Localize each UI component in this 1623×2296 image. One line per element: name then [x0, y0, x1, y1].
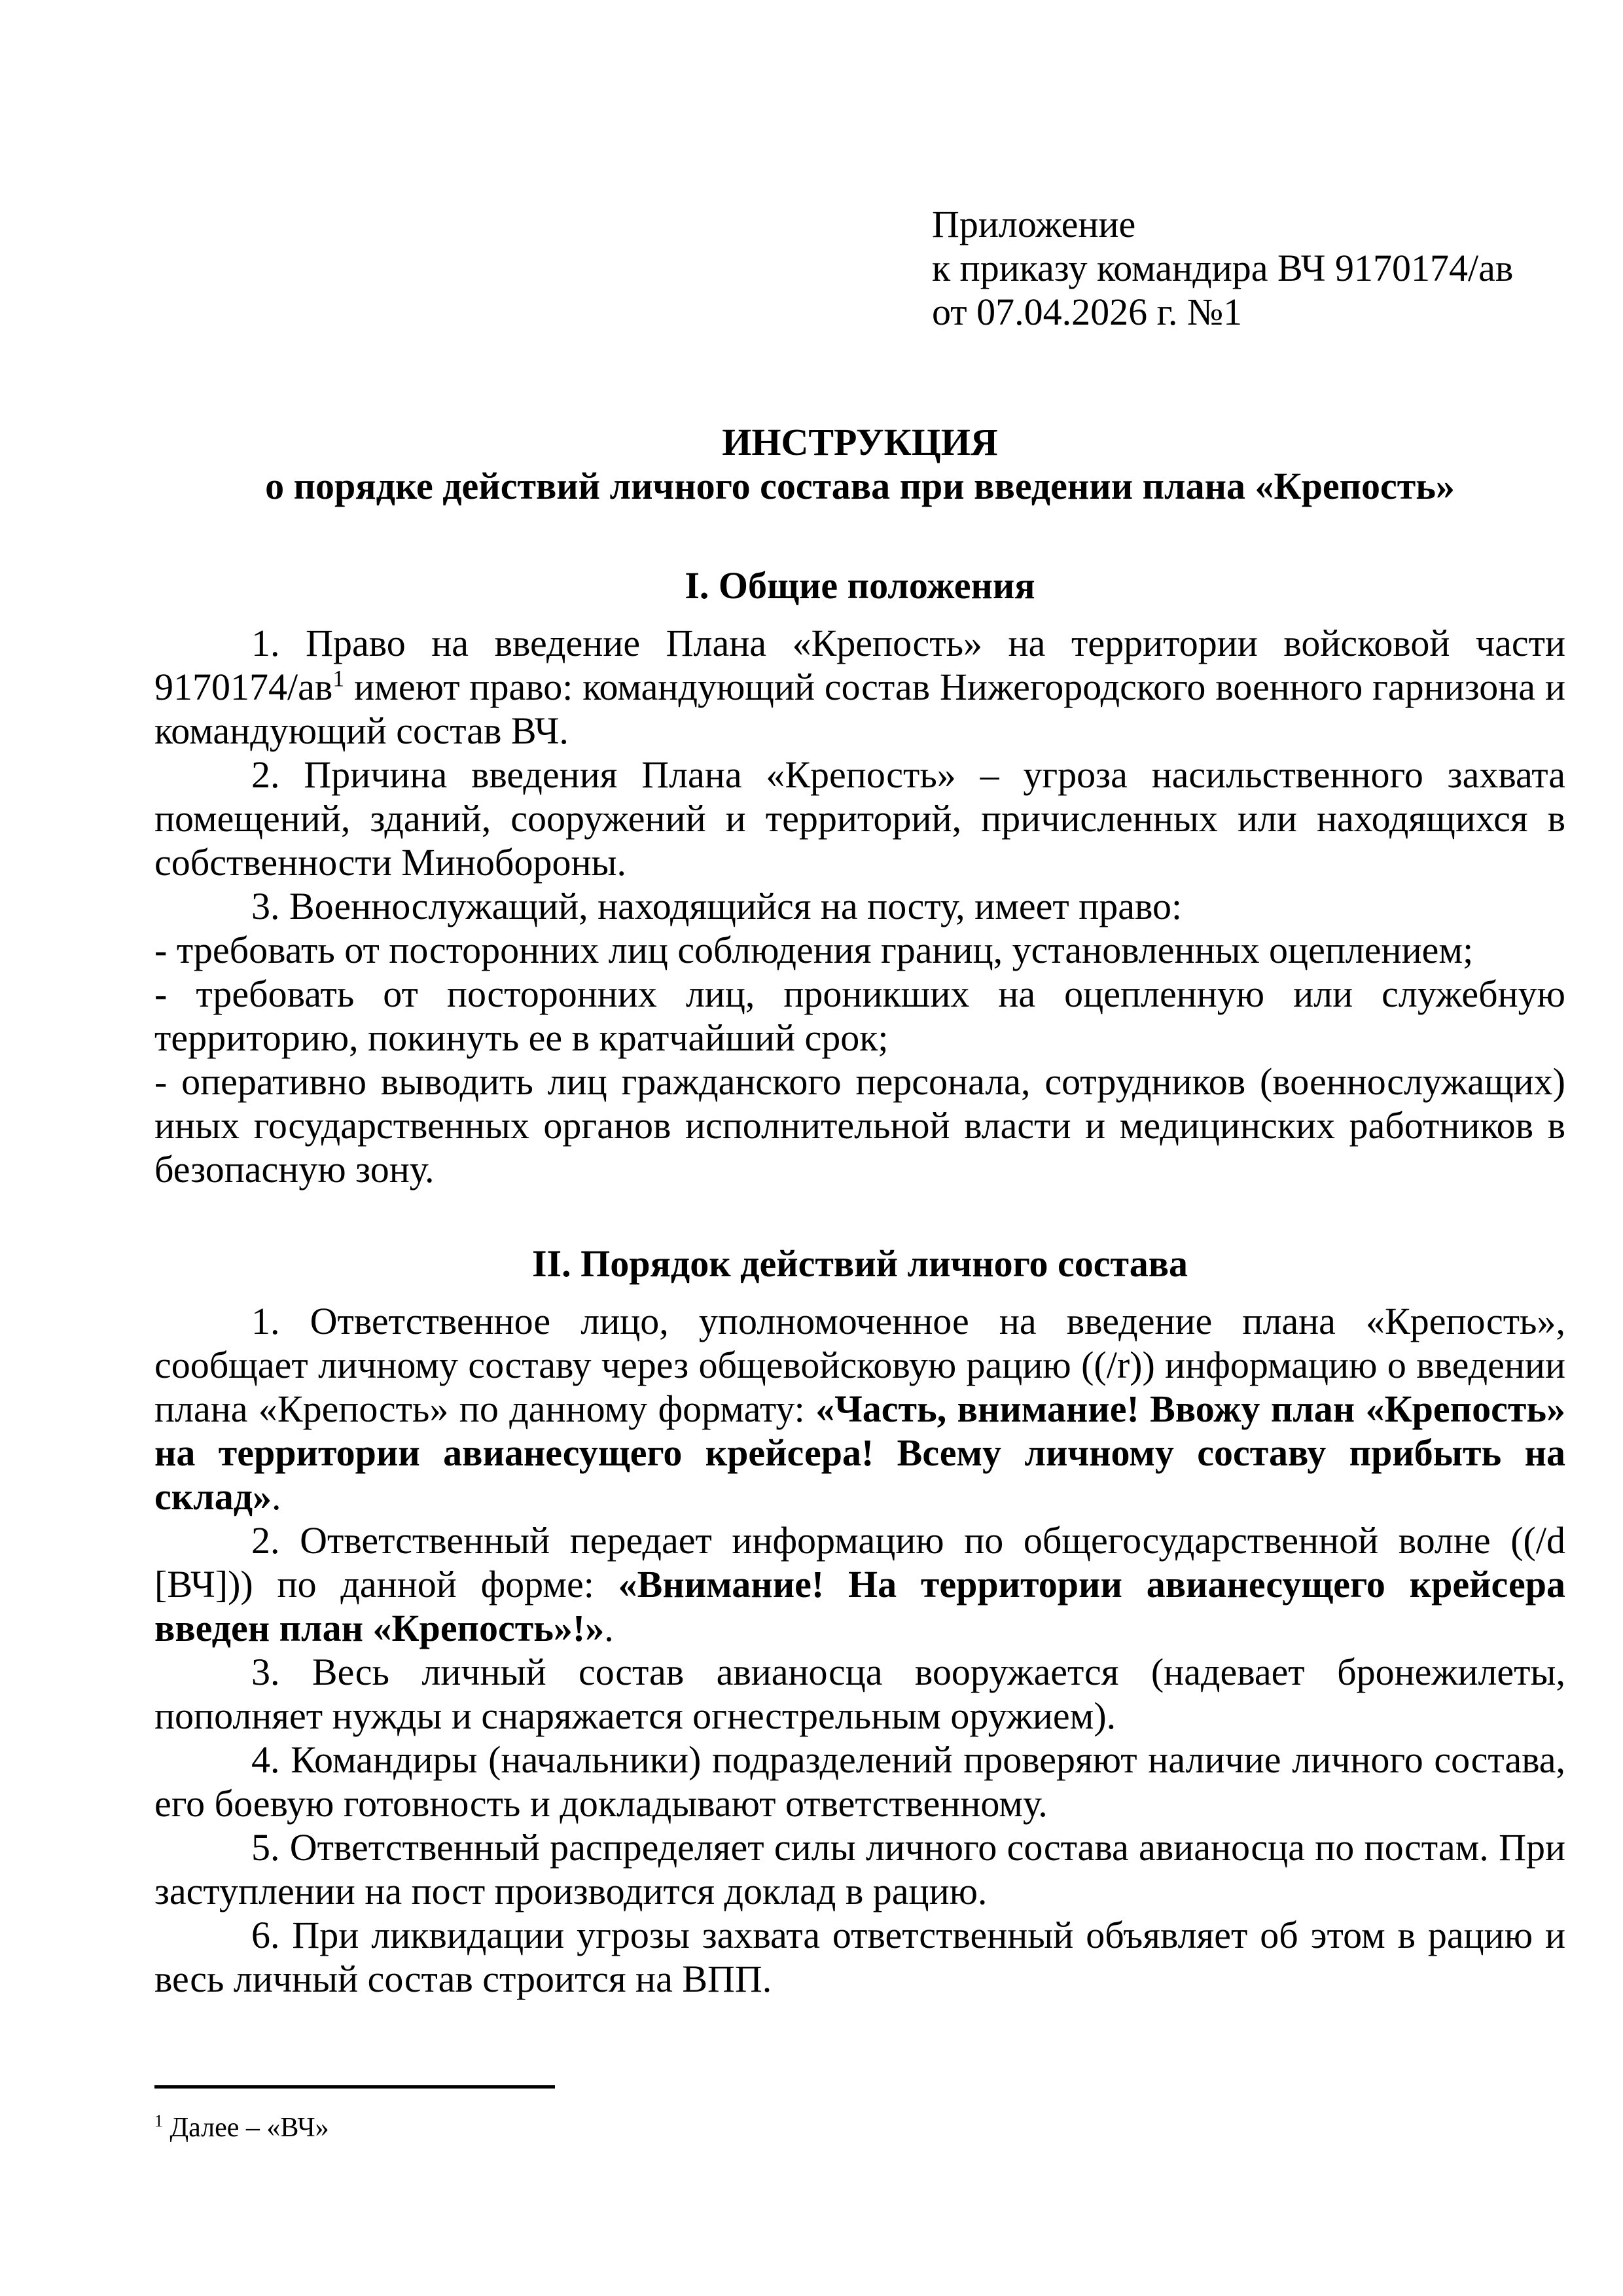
- paragraph-2-2: [154, 1518, 1565, 1650]
- paragraph-2-1-tail: .: [272, 1475, 281, 1518]
- footnote: [154, 2112, 1565, 2144]
- attachment-note-line: Приложение: [932, 203, 1136, 245]
- section-1-heading: I. Общие положения: [685, 564, 1035, 607]
- bullet-item-1: - требовать от посторонних лиц соблюдения границ, установленных оцеплением;: [154, 929, 1474, 971]
- paragraph-2-6: 6. При ликвидации угрозы захвата ответственный объявляет об этом в рацию и весь личный состав строится на ВПП.: [154, 1914, 1565, 2000]
- document-content: [154, 202, 1565, 2001]
- attachment-note-line: к приказу командира ВЧ 9170174/ав: [932, 247, 1514, 289]
- paragraph-1-1-text-cont: имеют право: командующий состав Нижегородского военного гарнизона и командующий состав ВЧ.: [154, 666, 1565, 752]
- paragraph-1-2: 2. Причина введения Плана «Крепость» – угроза насильственного захвата помещений, зданий, сооружений и территорий, причисленных или находящихся в собственности Минобороны.: [154, 753, 1565, 884]
- paragraph-2-2-radio-message: «Внимание! На территории авианесущего крейсера введен план «Крепость»!»: [154, 1563, 1565, 1649]
- footnote-area: [154, 2085, 1565, 2144]
- paragraph-2-5: 5. Ответственный распределяет силы личного состава авианосца по постам. При заступлении на пост производится доклад в рацию.: [154, 1826, 1565, 1912]
- paragraph-1-1: [154, 621, 1565, 753]
- section-2-heading: II. Порядок действий личного состава: [531, 1242, 1188, 1285]
- paragraph-2-3: 3. Весь личный состав авианосца вооружается (надевает бронежилеты, пополняет нужды и снаряжается огнестрельным оружием).: [154, 1651, 1565, 1737]
- document-title: [154, 420, 1565, 508]
- document-title-line2: о порядке действий личного состава при введении плана «Крепость»: [265, 465, 1455, 507]
- paragraph-2-2-tail: .: [604, 1607, 614, 1649]
- bullet-item-2: - требовать от посторонних лиц, проникших на оцепленную или служебную территорию, покинуть ее в кратчайший срок;: [154, 973, 1565, 1059]
- paragraph-2-1-radio-message: «Часть, внимание! Ввожу план «Крепость» на территории авианесущего крейсера! Всему личному составу прибыть на склад»: [154, 1388, 1566, 1518]
- paragraph-2-4: 4. Командиры (начальники) подразделений проверяют наличие личного состава, его боевую готовность и докладывают ответственному.: [154, 1738, 1565, 1825]
- paragraph-2-2-lead: 2. Ответственный передает информацию по общегосударственной волне ((/d [ВЧ])) по данной форме:: [154, 1519, 1565, 1605]
- footnote-text: Далее – «ВЧ»: [163, 2113, 329, 2143]
- footnote-number: 1: [154, 2111, 164, 2130]
- paragraph-2-1-lead: 1. Ответственное лицо, уполномоченное на введение плана «Крепость», сообщает личному составу через общевойсковую рацию ((/r)) информацию о введении плана «Крепость» по данному формату:: [154, 1300, 1565, 1430]
- paragraph-2-1: [154, 1299, 1565, 1518]
- paragraph-1-1-text: 1. Право на введение Плана «Крепость» на территории войсковой части 9170174/ав: [154, 622, 1565, 708]
- document-title-line1: ИНСТРУКЦИЯ: [722, 421, 998, 463]
- attachment-note: [932, 202, 1565, 334]
- attachment-note-line: от 07.04.2026 г. №1: [932, 291, 1243, 333]
- paragraph-1-3: 3. Военнослужащий, находящийся на посту, имеет право:: [251, 885, 1183, 927]
- footnote-reference: 1: [332, 665, 345, 692]
- footnote-separator-line: [154, 2085, 555, 2089]
- bullet-item-3: - оперативно выводить лиц гражданского персонала, сотрудников (военнослужащих) иных государственных органов исполнительной власти и медицинских работников в безопасную зону.: [154, 1060, 1565, 1191]
